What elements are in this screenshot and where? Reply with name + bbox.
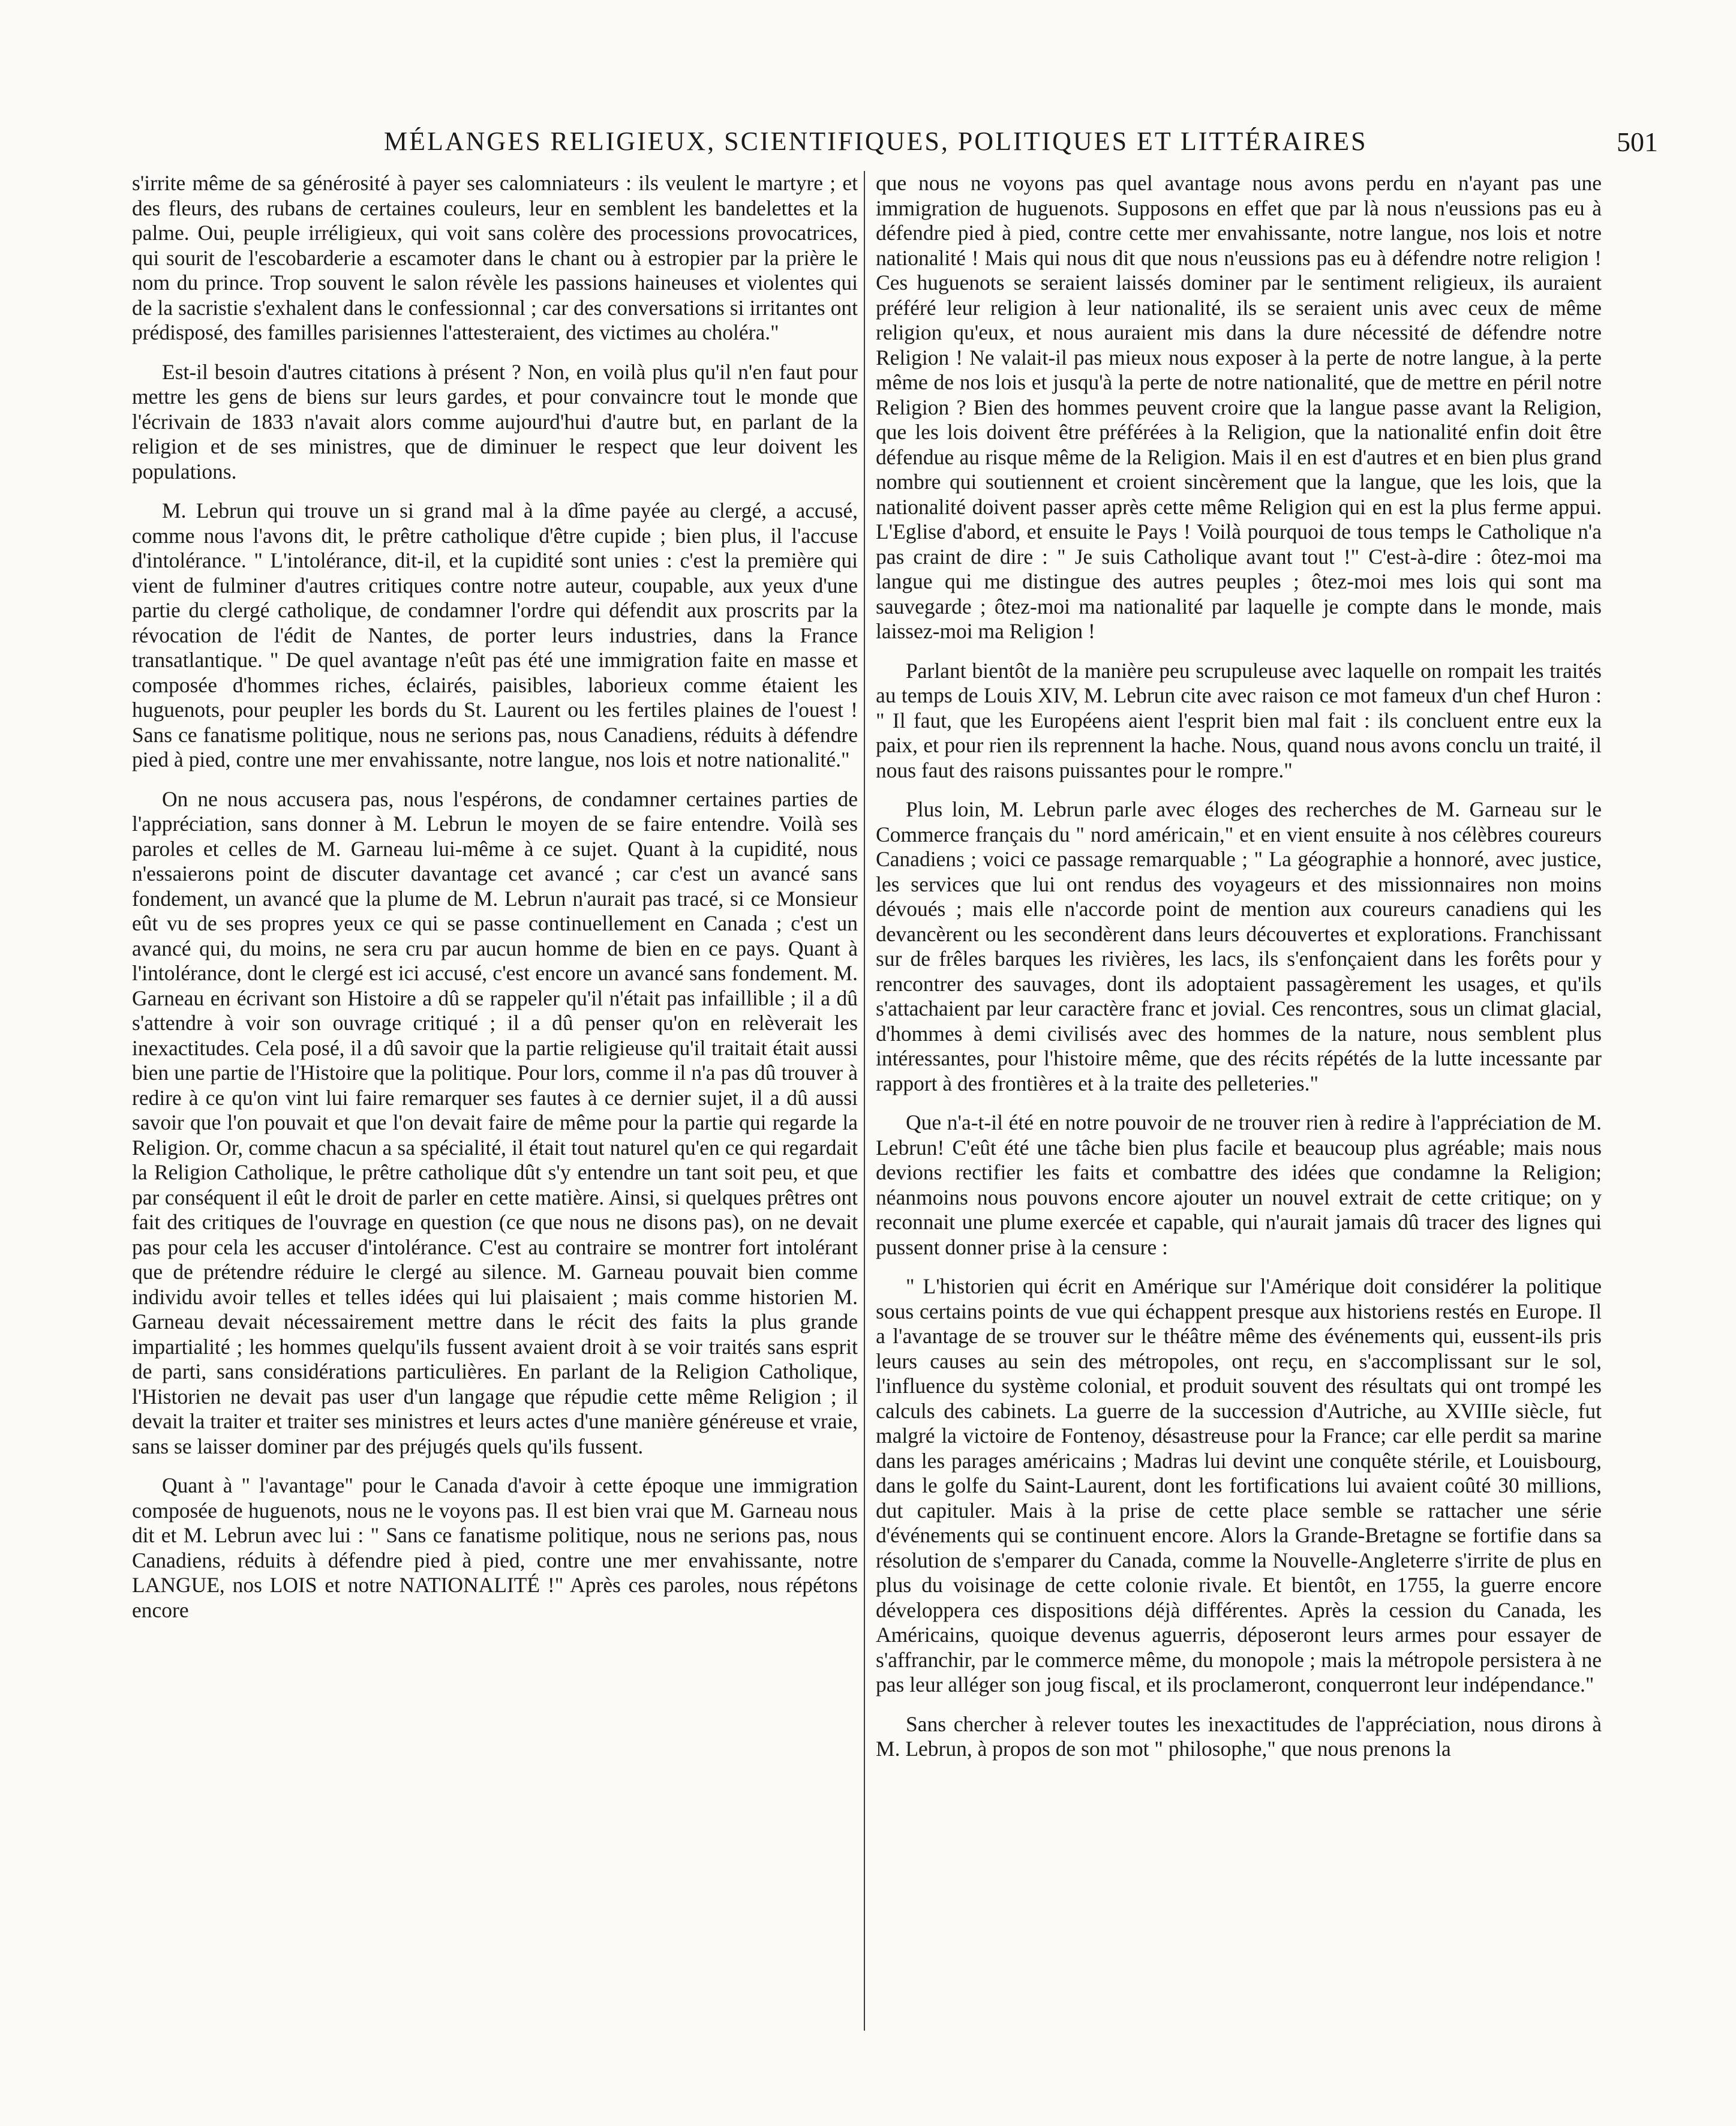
paragraph: Que n'a-t-il été en notre pouvoir de ne trouver rien à redire à l'appréciation de M. Lebrun! C'eût été une tâche bien plus facile et beaucoup plus agréable; mais nous devions rectifier les faits et combattre des idées que condamne la Religion; néanmoins nous pouvons encore ajouter un nouvel extrait de cette critique; on y reconnait une plume exercée et capable, qui n'aurait jamais dû tracer des lignes qui pussent donner prise à la censure : [876,1110,1602,1259]
column-rule [864,171,865,2031]
paragraph: Quant à " l'avantage" pour le Canada d'avoir à cette époque une immigration composée de huguenots, nous ne le voyons pas. Il est bien vrai que M. Garneau nous dit et M. Lebrun avec lui : " Sans ce fanatisme politique, nous ne serions pas, nous Canadiens, réduits à défendre pied à pied, contre une mer envahissante, notre LANGUE, nos LOIS et notre NATIONALITÉ !" Après ces paroles, nous répétons encore [132,1473,858,1622]
page-number: 501 [1617,127,1658,157]
paragraph: On ne nous accusera pas, nous l'espérons, de condamner certaines parties de l'appréciation, sans donner à M. Lebrun le moyen de se faire entendre. Voilà ses paroles et celles de M. Garneau lui-même à ce sujet. Quant à la cupidité, nous n'essaierons point de discuter davantage cet avancé ; car c'est un avancé sans fondement, un avancé que la plume de M. Lebrun n'aurait pas tracé, si ce Monsieur eût vu de ses propres yeux ce qui se passe continuellement en Canada ; c'est un avancé qui, du moins, ne sera cru par aucun homme de bien en ce pays. Quant à l'intolérance, dont le clergé est ici accusé, c'est encore un avancé sans fondement. M. Garneau en écrivant son Histoire a dû se rappeler qu'il n'était pas infaillible ; il a dû s'attendre à voir son ouvrage critiqué ; il a dû penser qu'on en relèverait les inexactitudes. Cela posé, il a dû savoir que la partie religieuse qu'il traitait était aussi bien une partie de l'Histoire que la politique. Pour lors, comme il n'a pas dû trouver à redire à ce qu'on vint lui faire remarquer ses fautes à ce dernier sujet, il a dû aussi savoir que l'on pouvait et que l'on devait faire de même pour la partie qui regarde la Religion. Or, comme chacun a sa spécialité, il était tout naturel qu'en ce qui regardait la Religion Catholique, le prêtre catholique dût s'y entendre un tant soit peu, et que par conséquent il eût le droit de parler en cette matière. Ainsi, si quelques prêtres ont fait des critiques de l'ouvrage en question (ce que nous ne disons pas), on ne devait pas pour cela les accuser d'intolérance. C'est au contraire se montrer fort intolérant que de prétendre réduire le clergé au silence. M. Garneau pouvait bien comme individu avoir telles et telles idées qui lui plaisaient ; mais comme historien M. Garneau devait nécessairement mettre dans le récit des faits la plus grande impartialité ; les hommes quelqu'ils fussent avaient droit à se voir traités sans esprit de parti, sans considérations particulières. En parlant de la Religion Catholique, l'Historien ne devait pas user d'un langage que répudie cette même Religion ; il devait la traiter et traiter ses ministres et leurs actes d'une manière généreuse et vraie, sans se laisser dominer par des préjugés quels qu'ils fussent. [132,786,858,1458]
quotation-paragraph: " L'historien qui écrit en Amérique sur l'Amérique doit considérer la politique sous certains points de vue qui échappent presque aux historiens restés en Europe. Il a l'avantage de se trouver sur le théâtre même des événements qui, eussent-ils pris leurs causes au sein des métropoles, ont reçu, en s'accomplissant sur le sol, l'influence du système colonial, et produit souvent des résultats qui ont trompé les calculs des cabinets. La guerre de la succession d'Autriche, au XVIIIe siècle, fut malgré la victoire de Fontenoy, désastreuse pour la France; car elle perdit sa marine dans les parages américains ; Madras lui devint une conquête stérile, et Louisbourg, dans le golfe du Saint-Laurent, dont les fortifications lui avaient coûté 30 millions, dut capituler. Mais à la prise de cette place semble se rattacher une série d'événements qui se continuent encore. Alors la Grande-Bretagne se fortifie dans sa résolution de s'emparer du Canada, comme la Nouvelle-Angleterre s'irrite de plus en plus du voisinage de cette colonie rivale. Et bientôt, en 1755, la guerre encore développera ces dispositions déjà différentes. Après la cession du Canada, les Américains, quoique devenus aguerris, déposeront leurs armes pour essayer de s'affranchir, par le commerce même, du monopole ; mais la métropole persistera à ne pas leur alléger son joug fiscal, et ils proclameront, conquerront leur indépendance." [876,1274,1602,1696]
paragraph: Plus loin, M. Lebrun parle avec éloges des recherches de M. Garneau sur le Commerce français du " nord américain," et en vient ensuite à nos célèbres coureurs Canadiens ; voici ce passage remarquable ; " La géographie a honnoré, avec justice, les services que lui ont rendus des voyageurs et des missionnaires non moins dévoués ; mais elle n'accorde point de mention aux coureurs canadiens qui les devancèrent ou les secondèrent dans leurs découvertes et explorations. Franchissant sur de frêles barques les rivières, les lacs, ils s'enfonçaient dans les forêts pour y rencontrer des sauvages, dont ils adoptaient passagèrement les usages, et qu'ils s'attachaient par leur caractère franc et jovial. Ces rencontres, sous un climat glacial, d'hommes à demi civilisés avec des hommes de la nature, nous semblent plus intéressantes, pour l'histoire même, que des récits répétés de la lutte incessante par rapport à des frontières et à la traite des pelleteries." [876,797,1602,1095]
paragraph: Parlant bientôt de la manière peu scrupuleuse avec laquelle on rompait les traités au temps de Louis XIV, M. Lebrun cite avec raison ce mot fameux d'un chef Huron : " Il faut, que les Européens aient l'esprit bien mal fait : ils concluent entre eux la paix, et pour rien ils reprennent la hache. Nous, quand nous avons conclu un traité, il nous faut des raisons puissantes pour le rompre." [876,658,1602,782]
right-column [876,171,1602,1776]
paragraph: Est-il besoin d'autres citations à présent ? Non, en voilà plus qu'il n'en faut pour mettre les gens de biens sur leurs gardes, et pour convaincre tout le monde que l'écrivain de 1833 n'avait alors comme aujourd'hui d'autre but, en parlant de la religion et de ses ministres, que de diminuer le respect que leur doivent les populations. [132,359,858,484]
left-column [132,171,858,1637]
running-title: MÉLANGES RELIGIEUX, SCIENTIFIQUES, POLITIQUES ET LITTÉRAIRES [384,127,1368,156]
paragraph: que nous ne voyons pas quel avantage nous avons perdu en n'ayant pas une immigration de huguenots. Supposons en effet que par là nous n'eussions pas eu à défendre pied à pied, contre cette mer envahissante, notre langue, nos lois et notre nationalité ! Mais qui nous dit que nous n'eussions pas eu à défendre notre religion ! Ces huguenots se seraient laissés dominer par le sentiment religieux, ils auraient préféré leur religion à leur nationalité, ils se seraient unis avec ceux de même religion qu'eux, et nous auraient mis dans la dure nécessité de défendre notre Religion ! Ne valait-il pas mieux nous exposer à la perte de notre langue, à la perte même de nos lois et jusqu'à la perte de notre nationalité, que de mettre en péril notre Religion ? Bien des hommes peuvent croire que la langue passe avant la Religion, que les lois doivent être préférées à la Religion, que la nationalité enfin doit être défendue au risque même de la Religion. Mais il en est d'autres et en bien plus grand nombre qui soutiennent et croient sincèrement que la langue, que les lois, que la nationalité doivent passer après cette même Religion qui en est la plus ferme appui. L'Eglise d'abord, et ensuite le Pays ! Voilà pourquoi de tous temps le Catholique n'a pas craint de dire : " Je suis Catholique avant tout !" C'est-à-dire : ôtez-moi ma langue qui me distingue des autres peuples ; ôtez-moi mes lois qui sont ma sauvegarde ; ôtez-moi ma nationalité par laquelle je compte dans le monde, mais laissez-moi ma Religion ! [876,171,1602,643]
paragraph: Sans chercher à relever toutes les inexactitudes de l'appréciation, nous dirons à M. Lebrun, à propos de son mot " philosophe," que nous prenons la [876,1711,1602,1761]
paragraph: s'irrite même de sa générosité à payer ses calomniateurs : ils veulent le martyre ; et des fleurs, des rubans de certaines couleurs, leur en semblent les bandelettes et la palme. Oui, peuple irréligieux, qui voit sans colère des processions provocatrices, qui sourit de l'escobarderie a escamoter dans le chant ou à estropier par la prière le nom du prince. Trop souvent le salon révèle les passions haineuses et violentes qui de la sacristie s'exhalent dans le confessionnal ; car des conversations si irritantes ont prédisposé, des familles parisiennes l'attesteraient, des victimes au choléra." [132,171,858,344]
paragraph: M. Lebrun qui trouve un si grand mal à la dîme payée au clergé, a accusé, comme nous l'avons dit, le prêtre catholique d'être cupide ; bien plus, il l'accuse d'intolérance. " L'intolérance, dit-il, et la cupidité sont unies : c'est la première qui vient de fulminer d'autres critiques contre notre auteur, coupable, aux yeux d'une partie du clergé catholique, de condamner l'ordre qui défendit aux proscrits par la révocation de l'édit de Nantes, de porter leurs industries, dans la France transatlantique. " De quel avantage n'eût pas été une immigration faite en masse et composée d'hommes riches, éclairés, paisibles, laborieux comme étaient les huguenots, pour peupler les bords du St. Laurent ou les fertiles plaines de l'ouest ! Sans ce fanatisme politique, nous ne serions pas, nous Canadiens, réduits à défendre pied à pied, contre une mer envahissante, notre langue, nos lois et notre nationalité." [132,499,858,771]
page-header [180,126,1658,168]
